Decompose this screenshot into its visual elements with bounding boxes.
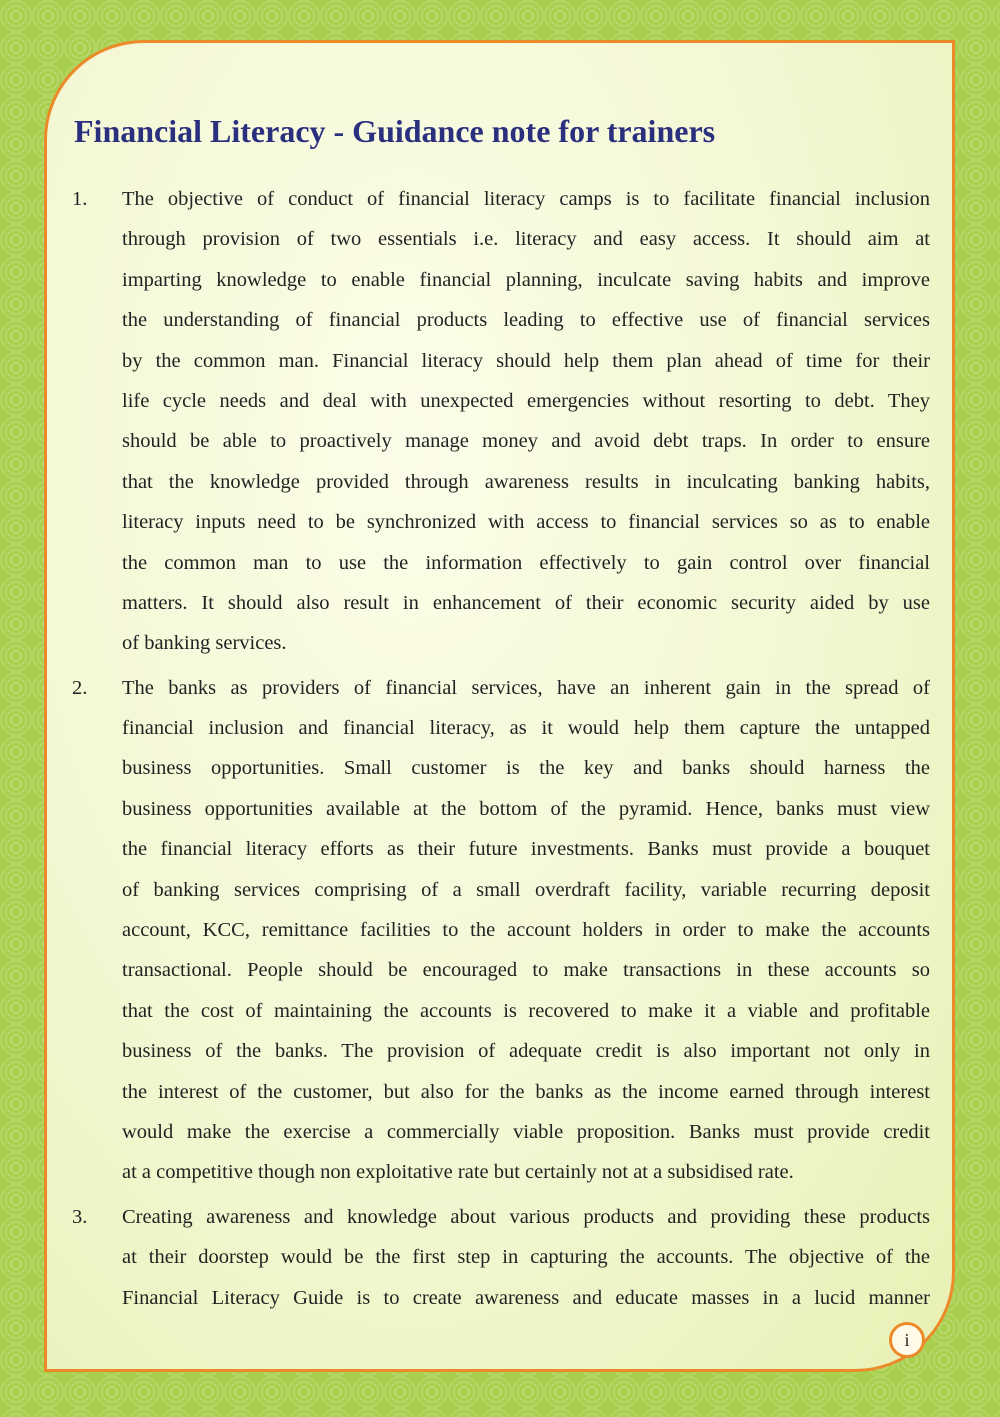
paragraph-line: Financial Literacy Guide is to create awareness and educate masses in a lucid manner <box>122 1286 930 1309</box>
paragraph-line: the financial literacy efforts as their future investments. Banks must provide a bouquet <box>122 838 930 861</box>
paragraph-line: the interest of the customer, but also for the banks as the income earned through interest <box>122 1080 930 1103</box>
paragraph-line: account, KCC, remittance facilities to the account holders in order to make the accounts <box>122 919 930 942</box>
paragraph-line: would make the exercise a commercially viable proposition. Banks must provide credit <box>122 1120 930 1143</box>
page-title: Financial Literacy - Guidance note for trainers <box>74 113 716 149</box>
paragraph-line: business of the banks. The provision of adequate credit is also important not only in <box>122 1040 930 1063</box>
paragraph-line: life cycle needs and deal with unexpected emergencies without resorting to debt. They <box>122 389 930 412</box>
paragraph-line: of banking services. <box>122 632 287 655</box>
paragraph-line: imparting knowledge to enable financial planning, inculcate saving habits and improve <box>122 268 930 291</box>
paragraph-line: The objective of conduct of financial literacy camps is to facilitate financial inclusion <box>122 188 930 210</box>
list-item <box>47 179 952 664</box>
paragraph-line: The banks as providers of financial services, have an inherent gain in the spread of <box>122 676 930 699</box>
numbered-list <box>47 179 952 1318</box>
paragraph-line: should be able to proactively manage money and avoid debt traps. In order to ensure <box>122 430 930 453</box>
paragraph-line: business opportunities available at the bottom of the pyramid. Hence, banks must view <box>122 797 930 820</box>
paragraph-line: business opportunities. Small customer is the key and banks should harness the <box>122 757 930 780</box>
paragraph-line: of banking services comprising of a small overdraft facility, variable recurring deposit <box>122 878 930 901</box>
paragraph-line: matters. It should also result in enhancement of their economic security aided by use <box>122 591 930 614</box>
page-number-badge: i <box>889 1322 925 1358</box>
paragraph-line: that the knowledge provided through awareness results in inculcating banking habits, <box>122 470 930 493</box>
paragraph-line: the common man to use the information effectively to gain control over financial <box>122 551 930 574</box>
paragraph-line: through provision of two essentials i.e. literacy and easy access. It should aim at <box>122 228 930 251</box>
paragraph-line: Creating awareness and knowledge about various products and providing these products <box>122 1205 930 1228</box>
list-item <box>47 1197 952 1318</box>
paragraph-line: that the cost of maintaining the accounts is recovered to make it a viable and profitable <box>122 999 930 1022</box>
list-item-number: 2. <box>72 676 88 699</box>
paragraph-line: at a competitive though non exploitative rate but certainly not at a subsidised rate. <box>122 1161 794 1184</box>
paragraph-line: the understanding of financial products leading to effective use of financial services <box>122 309 930 332</box>
paragraph-line: literacy inputs need to be synchronized with access to financial services so as to enable <box>122 511 930 534</box>
list-item-number: 3. <box>72 1205 88 1228</box>
paragraph-line: transactional. People should be encouraged to make transactions in these accounts so <box>122 959 930 982</box>
paragraph-line: financial inclusion and financial literacy, as it would help them capture the untapped <box>122 717 930 740</box>
list-item-number: 1. <box>72 188 88 210</box>
paragraph-line: at their doorstep would be the first step in capturing the accounts. The objective of the <box>122 1246 930 1269</box>
content-panel <box>44 40 955 1372</box>
list-item <box>47 668 952 1193</box>
paragraph-line: by the common man. Financial literacy should help them plan ahead of time for their <box>122 349 930 372</box>
